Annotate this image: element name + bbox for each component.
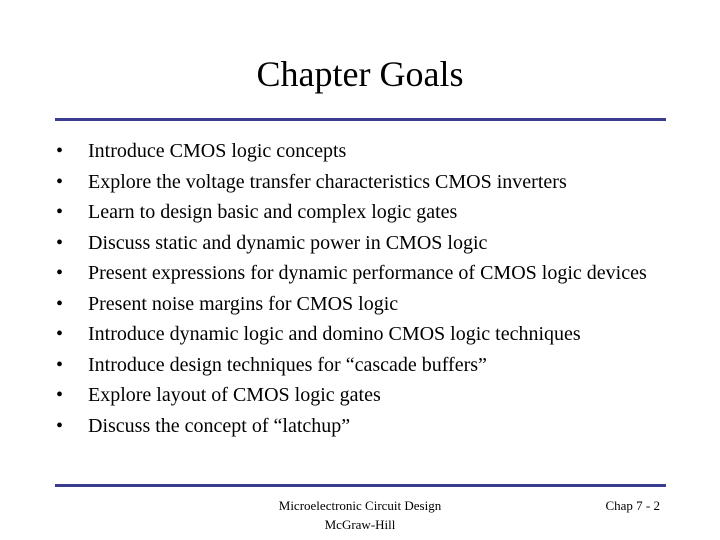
bullet-icon: • bbox=[56, 201, 64, 223]
bullet-icon: • bbox=[56, 140, 64, 162]
list-item bbox=[55, 411, 675, 442]
list-item bbox=[55, 228, 675, 259]
list-item-text: Explore layout of CMOS logic gates bbox=[88, 384, 381, 406]
footer-book-info bbox=[240, 496, 480, 534]
list-item-text: Learn to design basic and complex logic gates bbox=[88, 201, 458, 223]
bullet-icon: • bbox=[56, 231, 64, 254]
list-item bbox=[55, 319, 675, 350]
list-item bbox=[55, 136, 675, 167]
bullet-icon: • bbox=[56, 384, 64, 406]
footer-divider bbox=[55, 484, 666, 487]
bullet-icon: • bbox=[56, 262, 64, 284]
list-item-text: Discuss the concept of “latchup” bbox=[88, 414, 351, 437]
list-item bbox=[55, 258, 675, 289]
footer-book-title: Microelectronic Circuit Design bbox=[278, 498, 442, 513]
list-item-text: Discuss static and dynamic power in CMOS logic bbox=[88, 231, 488, 254]
footer-page-label: Chap 7 - 2 bbox=[605, 498, 660, 513]
bullet-icon: • bbox=[56, 353, 64, 376]
title-divider bbox=[55, 118, 666, 121]
list-item-text: Explore the voltage transfer characteristics CMOS inverters bbox=[88, 170, 567, 193]
list-item bbox=[55, 289, 675, 320]
list-item-text: Introduce CMOS logic concepts bbox=[88, 140, 347, 162]
list-item bbox=[55, 350, 675, 381]
list-item-text: Introduce dynamic logic and domino CMOS logic techniques bbox=[88, 323, 581, 345]
list-item-text: Present expressions for dynamic performance of CMOS logic devices bbox=[88, 262, 647, 284]
slide-title: Chapter Goals bbox=[256, 54, 464, 94]
list-item-text: Present noise margins for CMOS logic bbox=[88, 292, 399, 315]
bullet-icon: • bbox=[56, 170, 64, 193]
goals-list bbox=[55, 136, 675, 441]
list-item bbox=[55, 167, 675, 198]
footer-publisher: McGraw-Hill bbox=[324, 517, 396, 532]
bullet-icon: • bbox=[56, 414, 64, 437]
list-item-text: Introduce design techniques for “cascade buffers” bbox=[88, 353, 487, 376]
list-item bbox=[55, 380, 675, 411]
list-item bbox=[55, 197, 675, 228]
bullet-icon: • bbox=[56, 323, 64, 345]
bullet-icon: • bbox=[56, 292, 64, 315]
